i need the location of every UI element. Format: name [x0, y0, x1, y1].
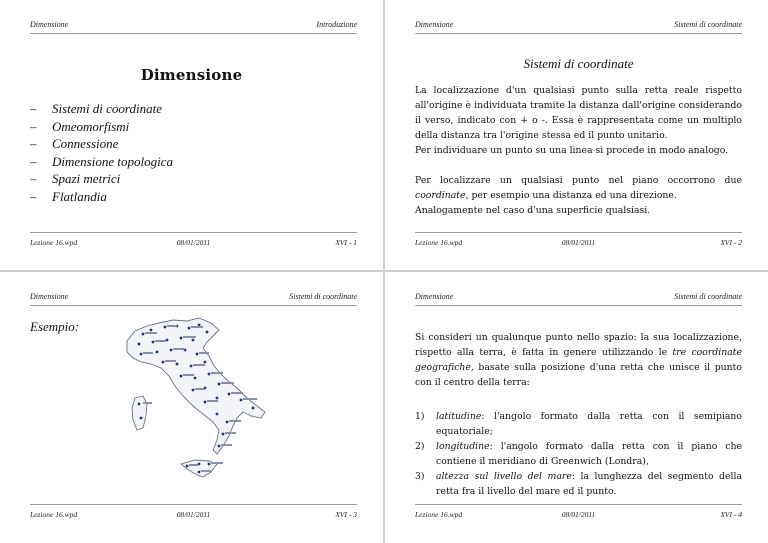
footer-filename: Lezione 16.wpd: [30, 510, 78, 519]
slide-footer: [415, 510, 742, 522]
header-rule: [415, 305, 742, 306]
slide-1: [0, 0, 383, 270]
list-item: 1) latitudine: l'angolo formato dalla retta con il semipiano equatoriale;: [415, 411, 742, 437]
header-right: Sistemi di coordinate: [289, 292, 357, 301]
header-right: Introduzione: [316, 20, 357, 29]
header-rule: [30, 305, 357, 306]
slide-2: [385, 0, 768, 270]
slide-title: Sistemi di coordinate: [523, 56, 634, 71]
header-rule: [30, 33, 357, 34]
footer-page-number: XVI - 4: [720, 510, 742, 519]
footer-date: 08/01/2011: [176, 238, 211, 247]
footer-page-number: XVI - 3: [335, 510, 357, 519]
topic-list: [30, 100, 173, 205]
header-right: Sistemi di coordinate: [674, 20, 742, 29]
header-left: Dimensione: [415, 20, 454, 29]
list-item: 2) longitudine: l'angolo formato dalla retta con il piano che contiene il meridiano di Greenwich (Londra),: [415, 441, 742, 467]
header-left: Dimensione: [30, 292, 69, 301]
footer-page-number: XVI - 2: [720, 238, 742, 247]
italy-map-image: [121, 314, 270, 487]
footer-rule: [30, 504, 357, 505]
slide-header: [415, 20, 742, 34]
topic-item: – Spazi metrici: [30, 171, 121, 186]
paragraph: Si consideri un qualunque punto nello spazio: la sua localizzazione, rispetto alla terra, è fatta in genere utilizzando le tre coordinate geografiche, basate sulla posizione d'una retta che unisce il punto con il centro della terra:: [415, 332, 742, 388]
footer-filename: Lezione 16.wpd: [415, 510, 463, 519]
topic-item: – Omeomorfismi: [30, 118, 130, 134]
slide-footer: [415, 238, 742, 250]
example-label: Esempio:: [30, 319, 80, 334]
topic-item: – Flatlandia: [30, 188, 107, 204]
topic-item: – Dimensione topologica: [30, 153, 173, 169]
slide-footer: [30, 510, 357, 522]
footer-date: 08/01/2011: [561, 510, 596, 519]
footer-page-number: XVI - 1: [335, 238, 357, 247]
topic-item: – Sistemi di coordinate: [30, 101, 163, 116]
footer-rule: [30, 232, 357, 233]
slide-body: [415, 330, 742, 499]
slide-title: Dimensione: [140, 66, 243, 84]
footer-filename: Lezione 16.wpd: [30, 238, 78, 247]
paragraph: Per localizzare un qualsiasi punto nel piano occorrono due coordinate, per esempio una distanza ed una direzione. Analogamente nel caso d'una superficie qualsiasi.: [415, 175, 742, 216]
footer-rule: [415, 504, 742, 505]
header-rule: [415, 33, 742, 34]
coordinate-list: [415, 409, 742, 499]
slide-header: [30, 292, 357, 306]
slide-body: [415, 83, 742, 218]
header-left: Dimensione: [415, 292, 454, 301]
list-item: 3) altezza sul livello del mare: la lunghezza del segmento della retta fra il livello del mare ed il punto.: [415, 471, 742, 497]
slide-header: [415, 292, 742, 306]
slide-footer: [30, 238, 357, 250]
footer-date: 08/01/2011: [561, 238, 596, 247]
footer-rule: [415, 232, 742, 233]
paragraph: La localizzazione d'un qualsiasi punto sulla retta reale rispetto all'origine è individuata tramite la distanza dall'origine considerando il verso, indicato con + o -. Essa è rappresentata come un multiplo della distanza tra l'origine stessa ed il punto unitario. Per individuare un punto su una linea si procede in modo analogo.: [415, 85, 742, 156]
slide-3: [0, 272, 383, 543]
slide-4: [385, 272, 768, 543]
header-right: Sistemi di coordinate: [674, 292, 742, 301]
footer-filename: Lezione 16.wpd: [415, 238, 463, 247]
header-left: Dimensione: [30, 20, 69, 29]
topic-item: – Connessione: [30, 136, 119, 151]
footer-date: 08/01/2011: [176, 510, 211, 519]
slide-header: [30, 20, 357, 34]
